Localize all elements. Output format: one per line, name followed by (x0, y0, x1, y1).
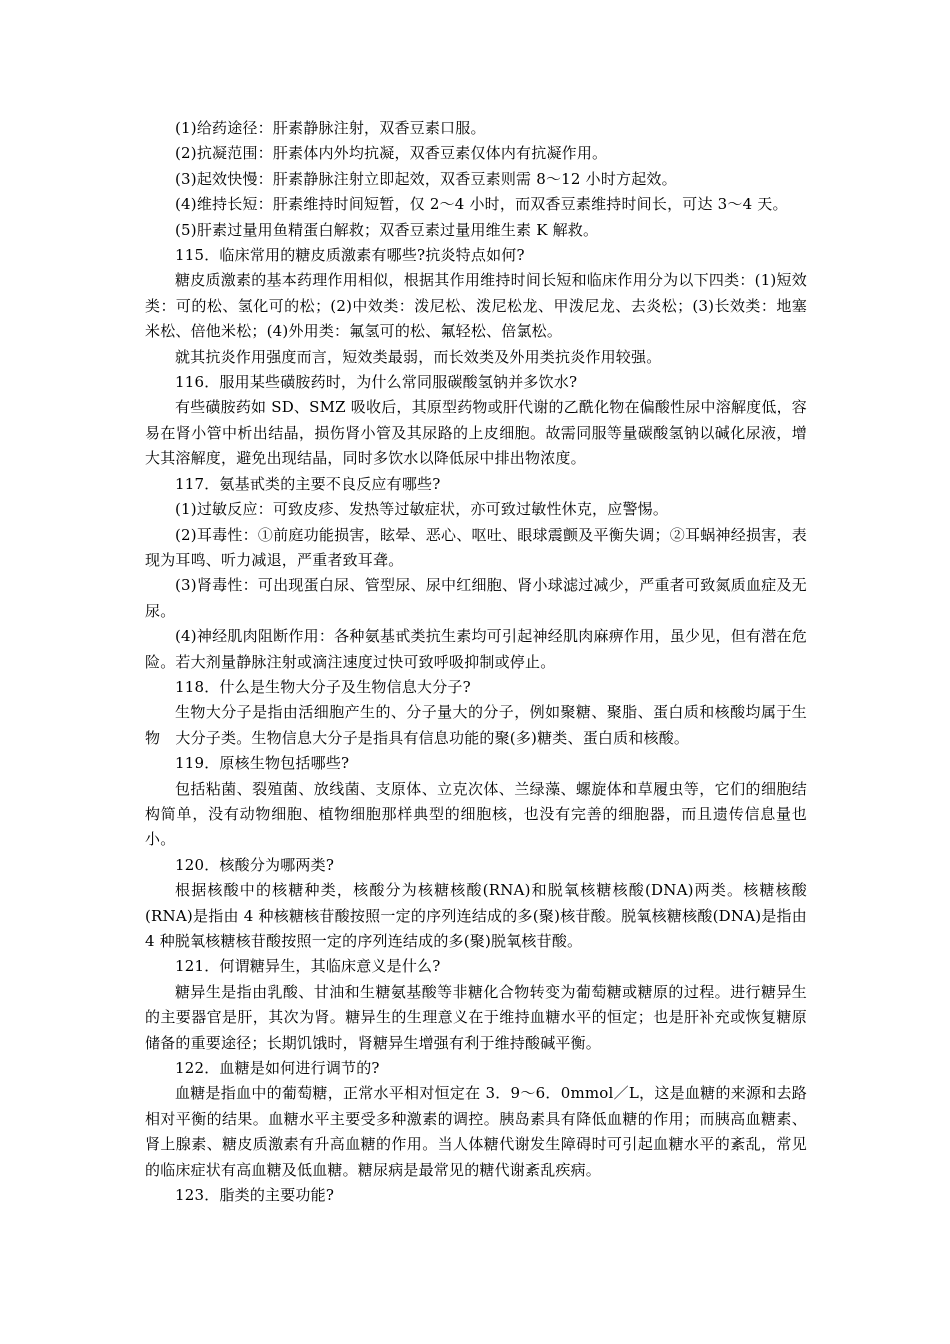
answer-paragraph: 生物大分子是指由活细胞产生的、分子量大的分子，例如聚糖、聚脂、蛋白质和核酸均属于生物 大分子类。生物信息大分子是指具有信息功能的聚(多)糖类、蛋白质和核酸。 (145, 703, 807, 747)
question-heading: 119．原核生物包括哪些? (175, 754, 350, 773)
answer-paragraph: (1)过敏反应：可致皮疹、发热等过敏症状，亦可致过敏性休克，应警惕。 (175, 500, 669, 519)
answer-paragraph: 就其抗炎作用强度而言，短效类最弱，而长效类及外用类抗炎作用较强。 (175, 347, 662, 366)
paragraph: (4)维持长短：肝素维持时间短暂，仅 2～4 小时，而双香豆素维持时间长，可达 3～4 天。 (175, 195, 788, 214)
question-heading: 123．脂类的主要功能? (175, 1186, 335, 1205)
paragraph: (5)肝素过量用鱼精蛋白解救；双香豆素过量用维生素 K 解救。 (175, 220, 599, 239)
answer-paragraph: 糖皮质激素的基本药理作用相似，根据其作用维持时间长短和临床作用分为以下四类：(1)短效类：可的松、氢化可的松；(2)中效类：泼尼松、泼尼松龙、甲泼尼龙、去炎松；(3)长效类：地塞米松、倍他米松；(4)外用类：氟氢可的松、氟轻松、倍氯松。 (145, 271, 807, 341)
question-heading: 120．核酸分为哪两类? (175, 855, 335, 874)
question-heading: 122．血糖是如何进行调节的? (175, 1059, 380, 1078)
paragraph: (1)给药途径：肝素静脉注射，双香豆素口服。 (175, 119, 486, 137)
question-heading: 116．服用某些磺胺药时，为什么常同服碳酸氢钠并多饮水? (175, 373, 578, 392)
answer-paragraph: (4)神经肌肉阻断作用：各种氨基甙类抗生素均可引起神经肌肉麻痹作用，虽少见，但有潜在危险。若大剂量静脉注射或滴注速度过快可致呼吸抑制或停止。 (145, 627, 807, 671)
question-heading: 118．什么是生物大分子及生物信息大分子? (175, 677, 471, 696)
answer-paragraph: 血糖是指血中的葡萄糖，正常水平相对恒定在 3．9～6．0mmol／L，这是血糖的来源和去路相对平衡的结果。血糖水平主要受多种激素的调控。胰岛素具有降低血糖的作用；而胰高血糖素、肾上腺素、糖皮质激素有升高血糖的作用。当人体糖代谢发生障碍时可引起血糖水平的紊乱，常见的临床症状有高血糖及低血糖。糖尿病是最常见的糖代谢紊乱疾病。 (145, 1084, 807, 1179)
question-heading: 117．氨基甙类的主要不良反应有哪些? (175, 474, 441, 493)
question-heading: 121．何谓糖异生，其临床意义是什么? (175, 957, 441, 976)
document-page (145, 116, 807, 1208)
paragraph: (2)抗凝范围：肝素体内外均抗凝，双香豆素仅体内有抗凝作用。 (175, 144, 608, 163)
answer-paragraph: 糖异生是指由乳酸、甘油和生糖氨基酸等非糖化合物转变为葡萄糖或糖原的过程。进行糖异生的主要器官是肝，其次为肾。糖异生的生理意义在于维持血糖水平的恒定；也是肝补充或恢复糖原储备的重要途径；长期饥饿时，肾糖异生增强有利于维持酸碱平衡。 (145, 982, 807, 1052)
answer-paragraph: 有些磺胺药如 SD、SMZ 吸收后，其原型药物或肝代谢的乙酰化物在偏酸性尿中溶解度低，容易在肾小管中析出结晶，损伤肾小管及其尿路的上皮细胞。故需同服等量碳酸氢钠以碱化尿液，增大其溶解度，避免出现结晶，同时多饮水以降低尿中排出物浓度。 (145, 398, 807, 468)
answer-paragraph: (3)肾毒性：可出现蛋白尿、管型尿、尿中红细胞、肾小球滤过减少，严重者可致氮质血症及无尿。 (145, 576, 807, 620)
answer-paragraph: (2)耳毒性：①前庭功能损害，眩晕、恶心、呕吐、眼球震颤及平衡失调；②耳蜗神经损害，表现为耳鸣、听力减退，严重者致耳聋。 (145, 525, 807, 569)
answer-paragraph: 根据核酸中的核糖种类，核酸分为核糖核酸(RNA)和脱氧核糖核酸(DNA)两类。核糖核酸(RNA)是指由 4 种核糖核苷酸按照一定的序列连结成的多(聚)核苷酸。脱氧核糖核酸(DNA)是指由 4 种脱氧核糖核苷酸按照一定的序列连结成的多(聚)脱氧核苷酸。 (145, 881, 807, 950)
paragraph: (3)起效快慢：肝素静脉注射立即起效，双香豆素则需 8～12 小时方起效。 (175, 169, 677, 188)
answer-paragraph: 包括粘菌、裂殖菌、放线菌、支原体、立克次体、兰绿藻、螺旋体和草履虫等，它们的细胞结构简单，没有动物细胞、植物细胞那样典型的细胞核，也没有完善的细胞器，而且遗传信息量也小。 (145, 779, 807, 849)
question-heading: 115．临床常用的糖皮质激素有哪些?抗炎特点如何? (175, 246, 525, 265)
